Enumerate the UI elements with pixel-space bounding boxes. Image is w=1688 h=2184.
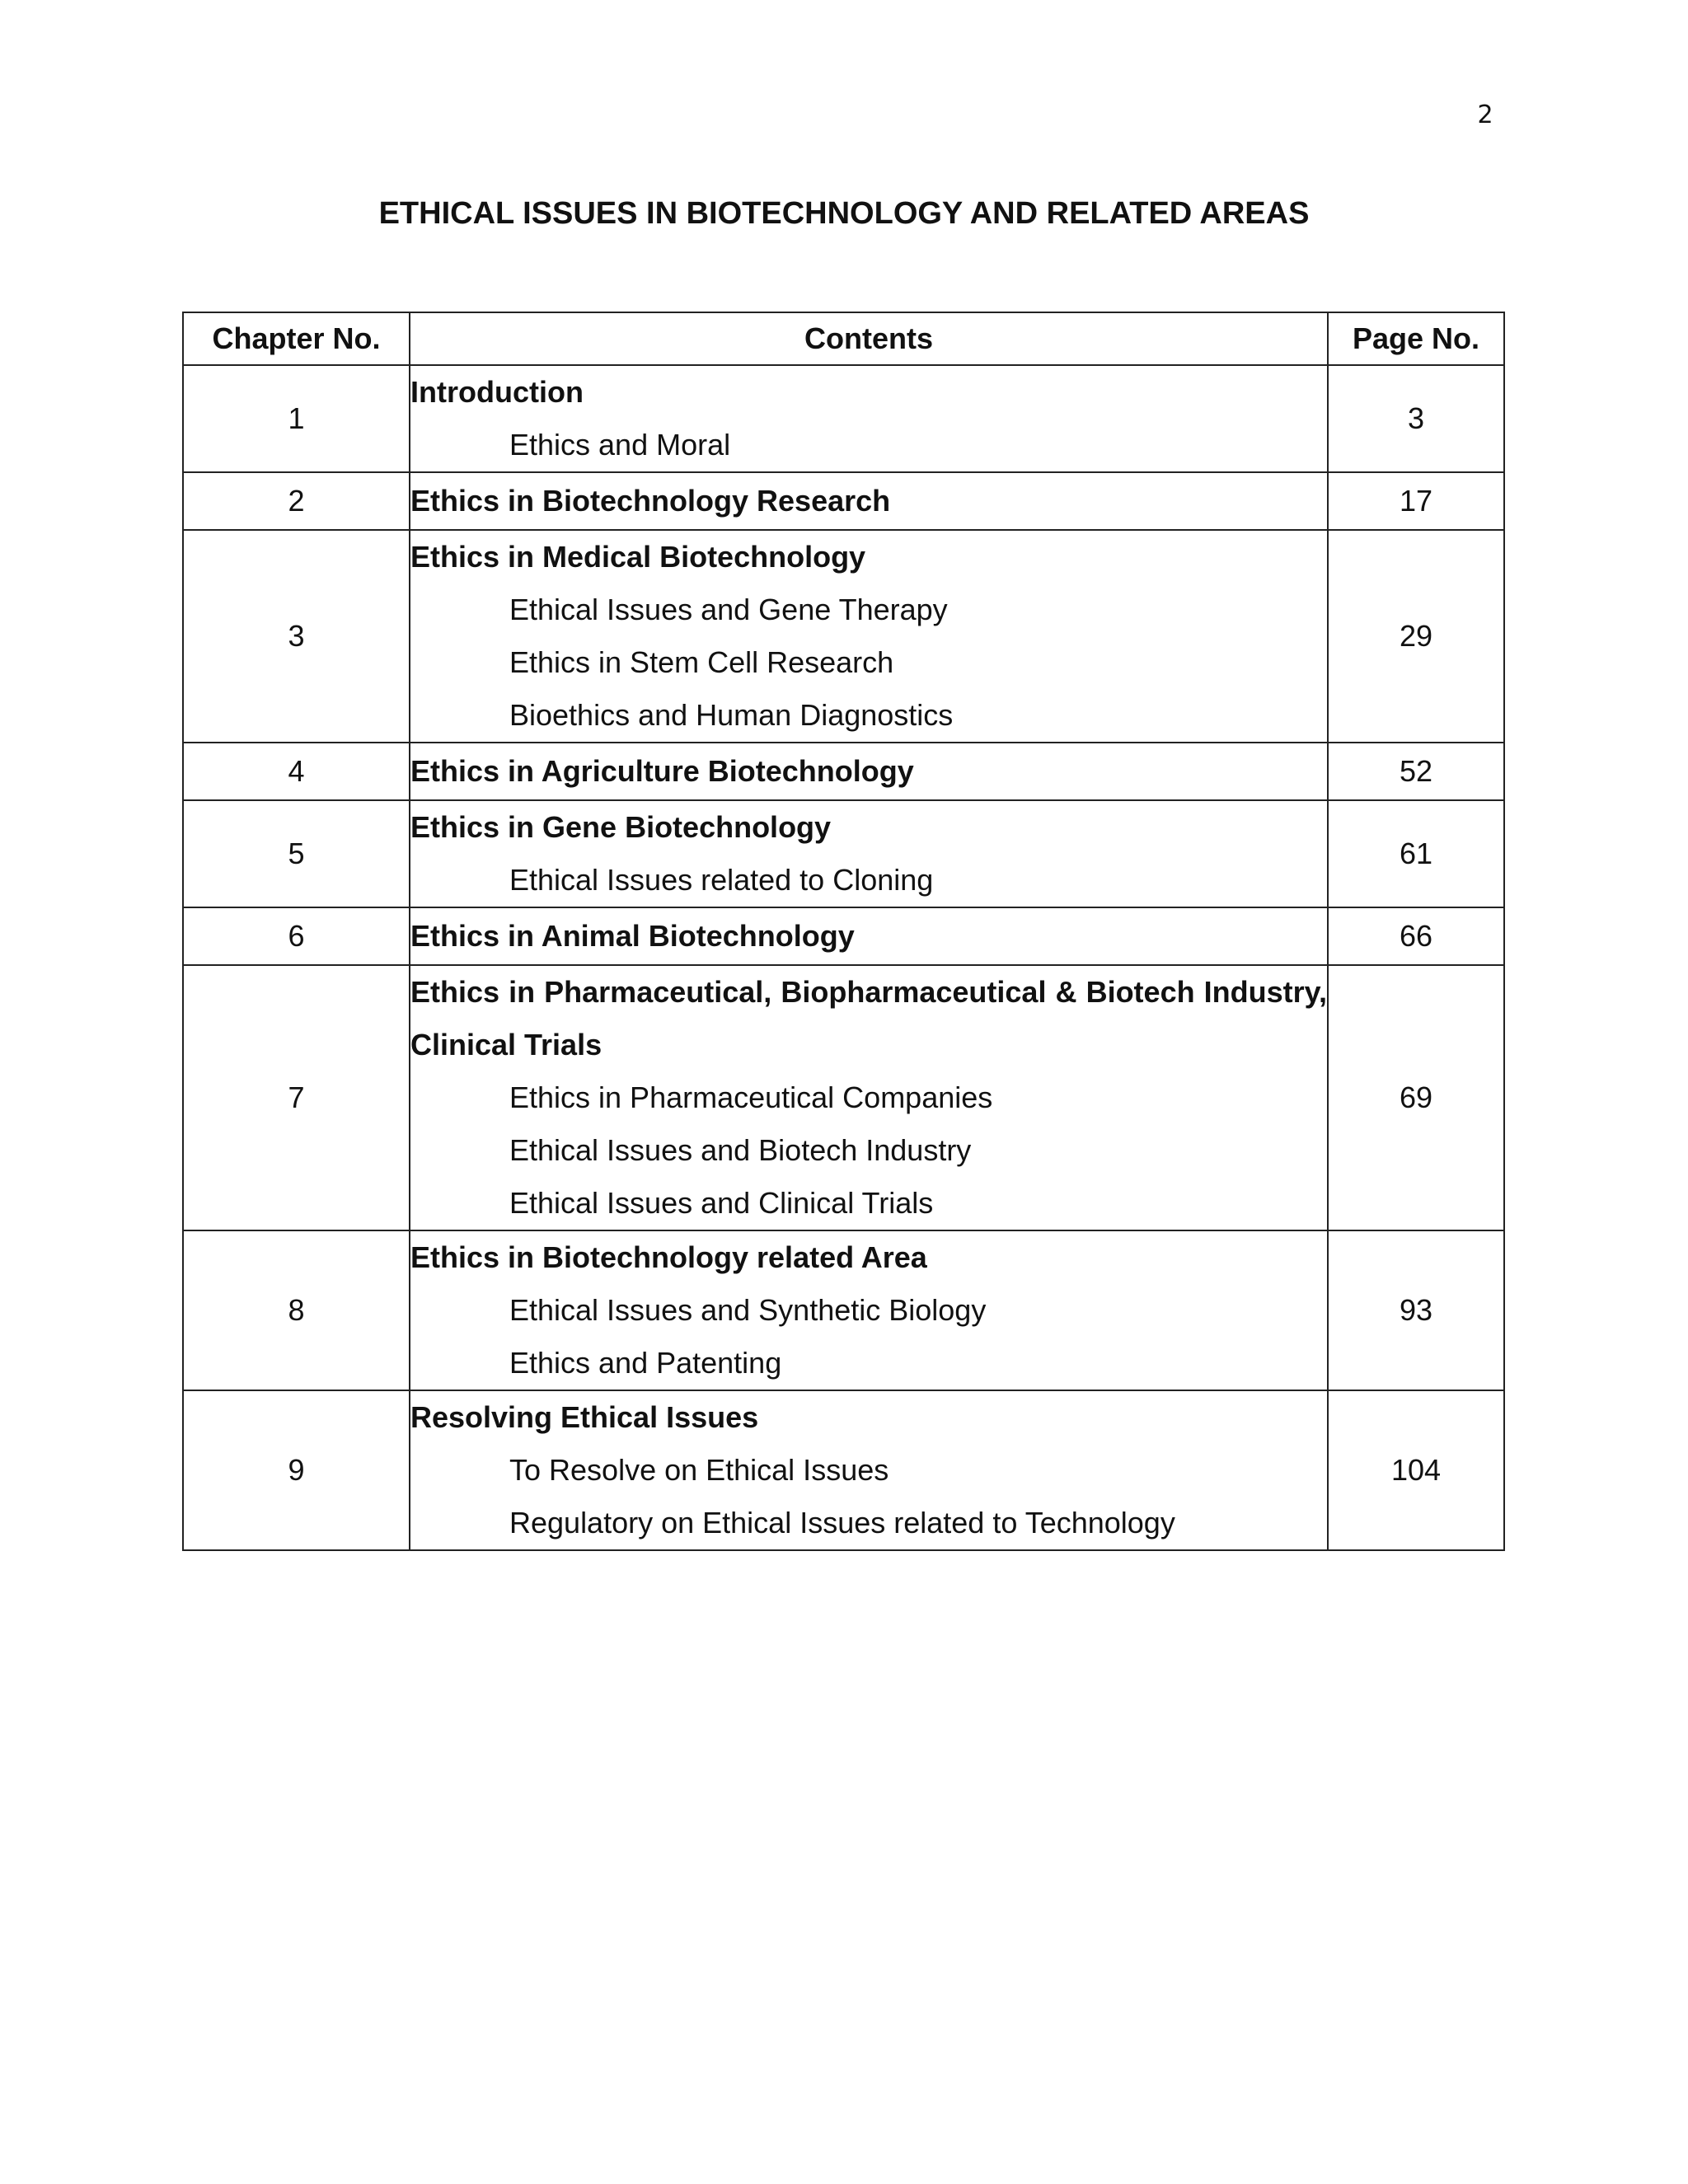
- header-chapter-no: Chapter No.: [183, 312, 410, 365]
- chapter-number: 2: [183, 472, 410, 530]
- chapter-title: Ethics in Biotechnology Research: [410, 484, 891, 518]
- table-header-row: [183, 312, 1504, 365]
- table-row: [183, 365, 1504, 472]
- chapter-title: Introduction: [410, 375, 584, 409]
- chapter-contents: [410, 743, 1328, 800]
- table-row: [183, 530, 1504, 743]
- subtopic: Ethical Issues and Clinical Trials: [509, 1186, 934, 1220]
- chapter-number: 6: [183, 907, 410, 965]
- chapter-title: Ethics in Biotechnology related Area: [410, 1240, 927, 1274]
- page-number-cell: 52: [1328, 743, 1504, 800]
- subtopic: Regulatory on Ethical Issues related to Technology: [509, 1506, 1175, 1540]
- page-number: 2: [1477, 101, 1493, 129]
- chapter-contents: [410, 907, 1328, 965]
- header-page-no: Page No.: [1328, 312, 1504, 365]
- subtopic: Ethical Issues related to Cloning: [509, 863, 934, 897]
- header-contents: Contents: [410, 312, 1328, 365]
- table-row: [183, 907, 1504, 965]
- chapter-contents: [410, 365, 1328, 472]
- page-number-cell: 104: [1328, 1390, 1504, 1550]
- chapter-number: 3: [183, 530, 410, 743]
- subtopic: Ethics and Moral: [509, 428, 731, 462]
- page-title: ETHICAL ISSUES IN BIOTECHNOLOGY AND RELATED AREAS: [378, 196, 1310, 231]
- subtopic: Ethical Issues and Gene Therapy: [509, 593, 948, 626]
- subtopic: Ethics in Pharmaceutical Companies: [509, 1080, 993, 1114]
- table-row: [183, 472, 1504, 530]
- table-row: [183, 1390, 1504, 1550]
- chapter-contents: [410, 965, 1328, 1230]
- subtopic: To Resolve on Ethical Issues: [509, 1453, 889, 1487]
- subtopic: Bioethics and Human Diagnostics: [509, 698, 954, 732]
- chapter-contents: [410, 800, 1328, 907]
- page-number-cell: 17: [1328, 472, 1504, 530]
- table-body: [183, 365, 1504, 1550]
- chapter-number: 9: [183, 1390, 410, 1550]
- chapter-contents: [410, 530, 1328, 743]
- chapter-number: 7: [183, 965, 410, 1230]
- page-number-cell: 61: [1328, 800, 1504, 907]
- table-row: [183, 743, 1504, 800]
- chapter-number: 8: [183, 1230, 410, 1390]
- chapter-title: Ethics in Pharmaceutical, Biopharmaceutical & Biotech Industry, Clinical Trials: [410, 975, 1327, 1062]
- table-row: [183, 965, 1504, 1230]
- subtopic: Ethics and Patenting: [509, 1346, 782, 1380]
- contents-table: [182, 312, 1505, 1551]
- subtopic: Ethics in Stem Cell Research: [509, 645, 894, 679]
- chapter-contents: [410, 472, 1328, 530]
- chapter-number: 4: [183, 743, 410, 800]
- page-number-cell: 3: [1328, 365, 1504, 472]
- subtopic: Ethical Issues and Synthetic Biology: [509, 1293, 987, 1327]
- chapter-contents: [410, 1390, 1328, 1550]
- subtopic: Ethical Issues and Biotech Industry: [509, 1133, 972, 1167]
- chapter-title: Ethics in Medical Biotechnology: [410, 540, 866, 574]
- page-number-cell: 69: [1328, 965, 1504, 1230]
- table-row: [183, 800, 1504, 907]
- table-row: [183, 1230, 1504, 1390]
- page-number-cell: 66: [1328, 907, 1504, 965]
- chapter-number: 1: [183, 365, 410, 472]
- chapter-number: 5: [183, 800, 410, 907]
- chapter-title: Ethics in Gene Biotechnology: [410, 810, 832, 844]
- chapter-title: Resolving Ethical Issues: [410, 1400, 759, 1434]
- chapter-contents: [410, 1230, 1328, 1390]
- page-number-cell: 93: [1328, 1230, 1504, 1390]
- chapter-title: Ethics in Animal Biotechnology: [410, 919, 855, 953]
- chapter-title: Ethics in Agriculture Biotechnology: [410, 754, 914, 788]
- page-number-cell: 29: [1328, 530, 1504, 743]
